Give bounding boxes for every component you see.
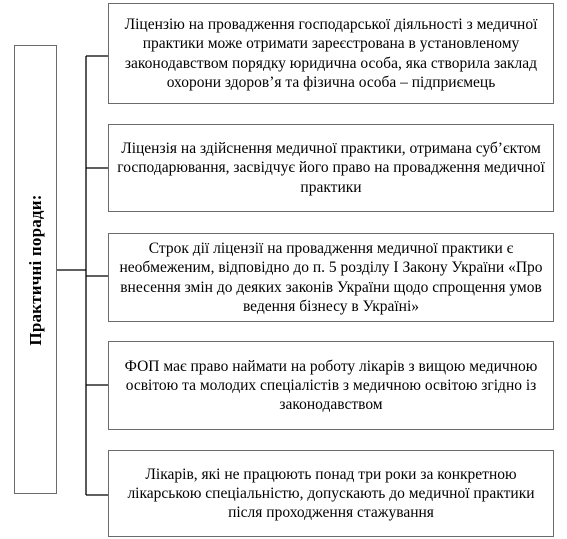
- practical-tips-label: Практичні поради:: [25, 193, 45, 346]
- tip-box-2: [108, 124, 554, 212]
- tip-text-1: Ліцензію на провадження господарської діяльності з медичної практики може отримати зареєстрована в установленому законодавством порядку юридична особа, яка створила заклад охорони здоров’я та фізична особа – підприємець: [124, 16, 538, 91]
- tip-text-4: ФОП має право наймати на роботу лікарів з вищою медичною освітою та молодих спеціалістів з медичною освітою згідно із законодавством: [124, 357, 538, 414]
- tip-box-4: [108, 341, 554, 430]
- tip-box-3: [108, 233, 554, 322]
- tip-text-2: Ліцензія на здійснення медичної практики, отримана суб’єктом господарювання, засвідчує його право на провадження медичної практики: [117, 140, 545, 196]
- tip-text-3: Строк дії ліцензії на провадження медичної практики є необмеженим, відповідно до п. 5 розділу І Закону України «Про внесення змін до деяких законів України щодо спрощення умов ведення бізнесу в Україні»: [119, 240, 543, 315]
- tip-box-1: [108, 3, 554, 104]
- tip-text-5: Лікарів, які не працюють понад три роки за конкретною лікарською спеціальністю, допускають до медичної практики після проходження стажування: [127, 465, 535, 522]
- tip-box-5: [108, 450, 554, 537]
